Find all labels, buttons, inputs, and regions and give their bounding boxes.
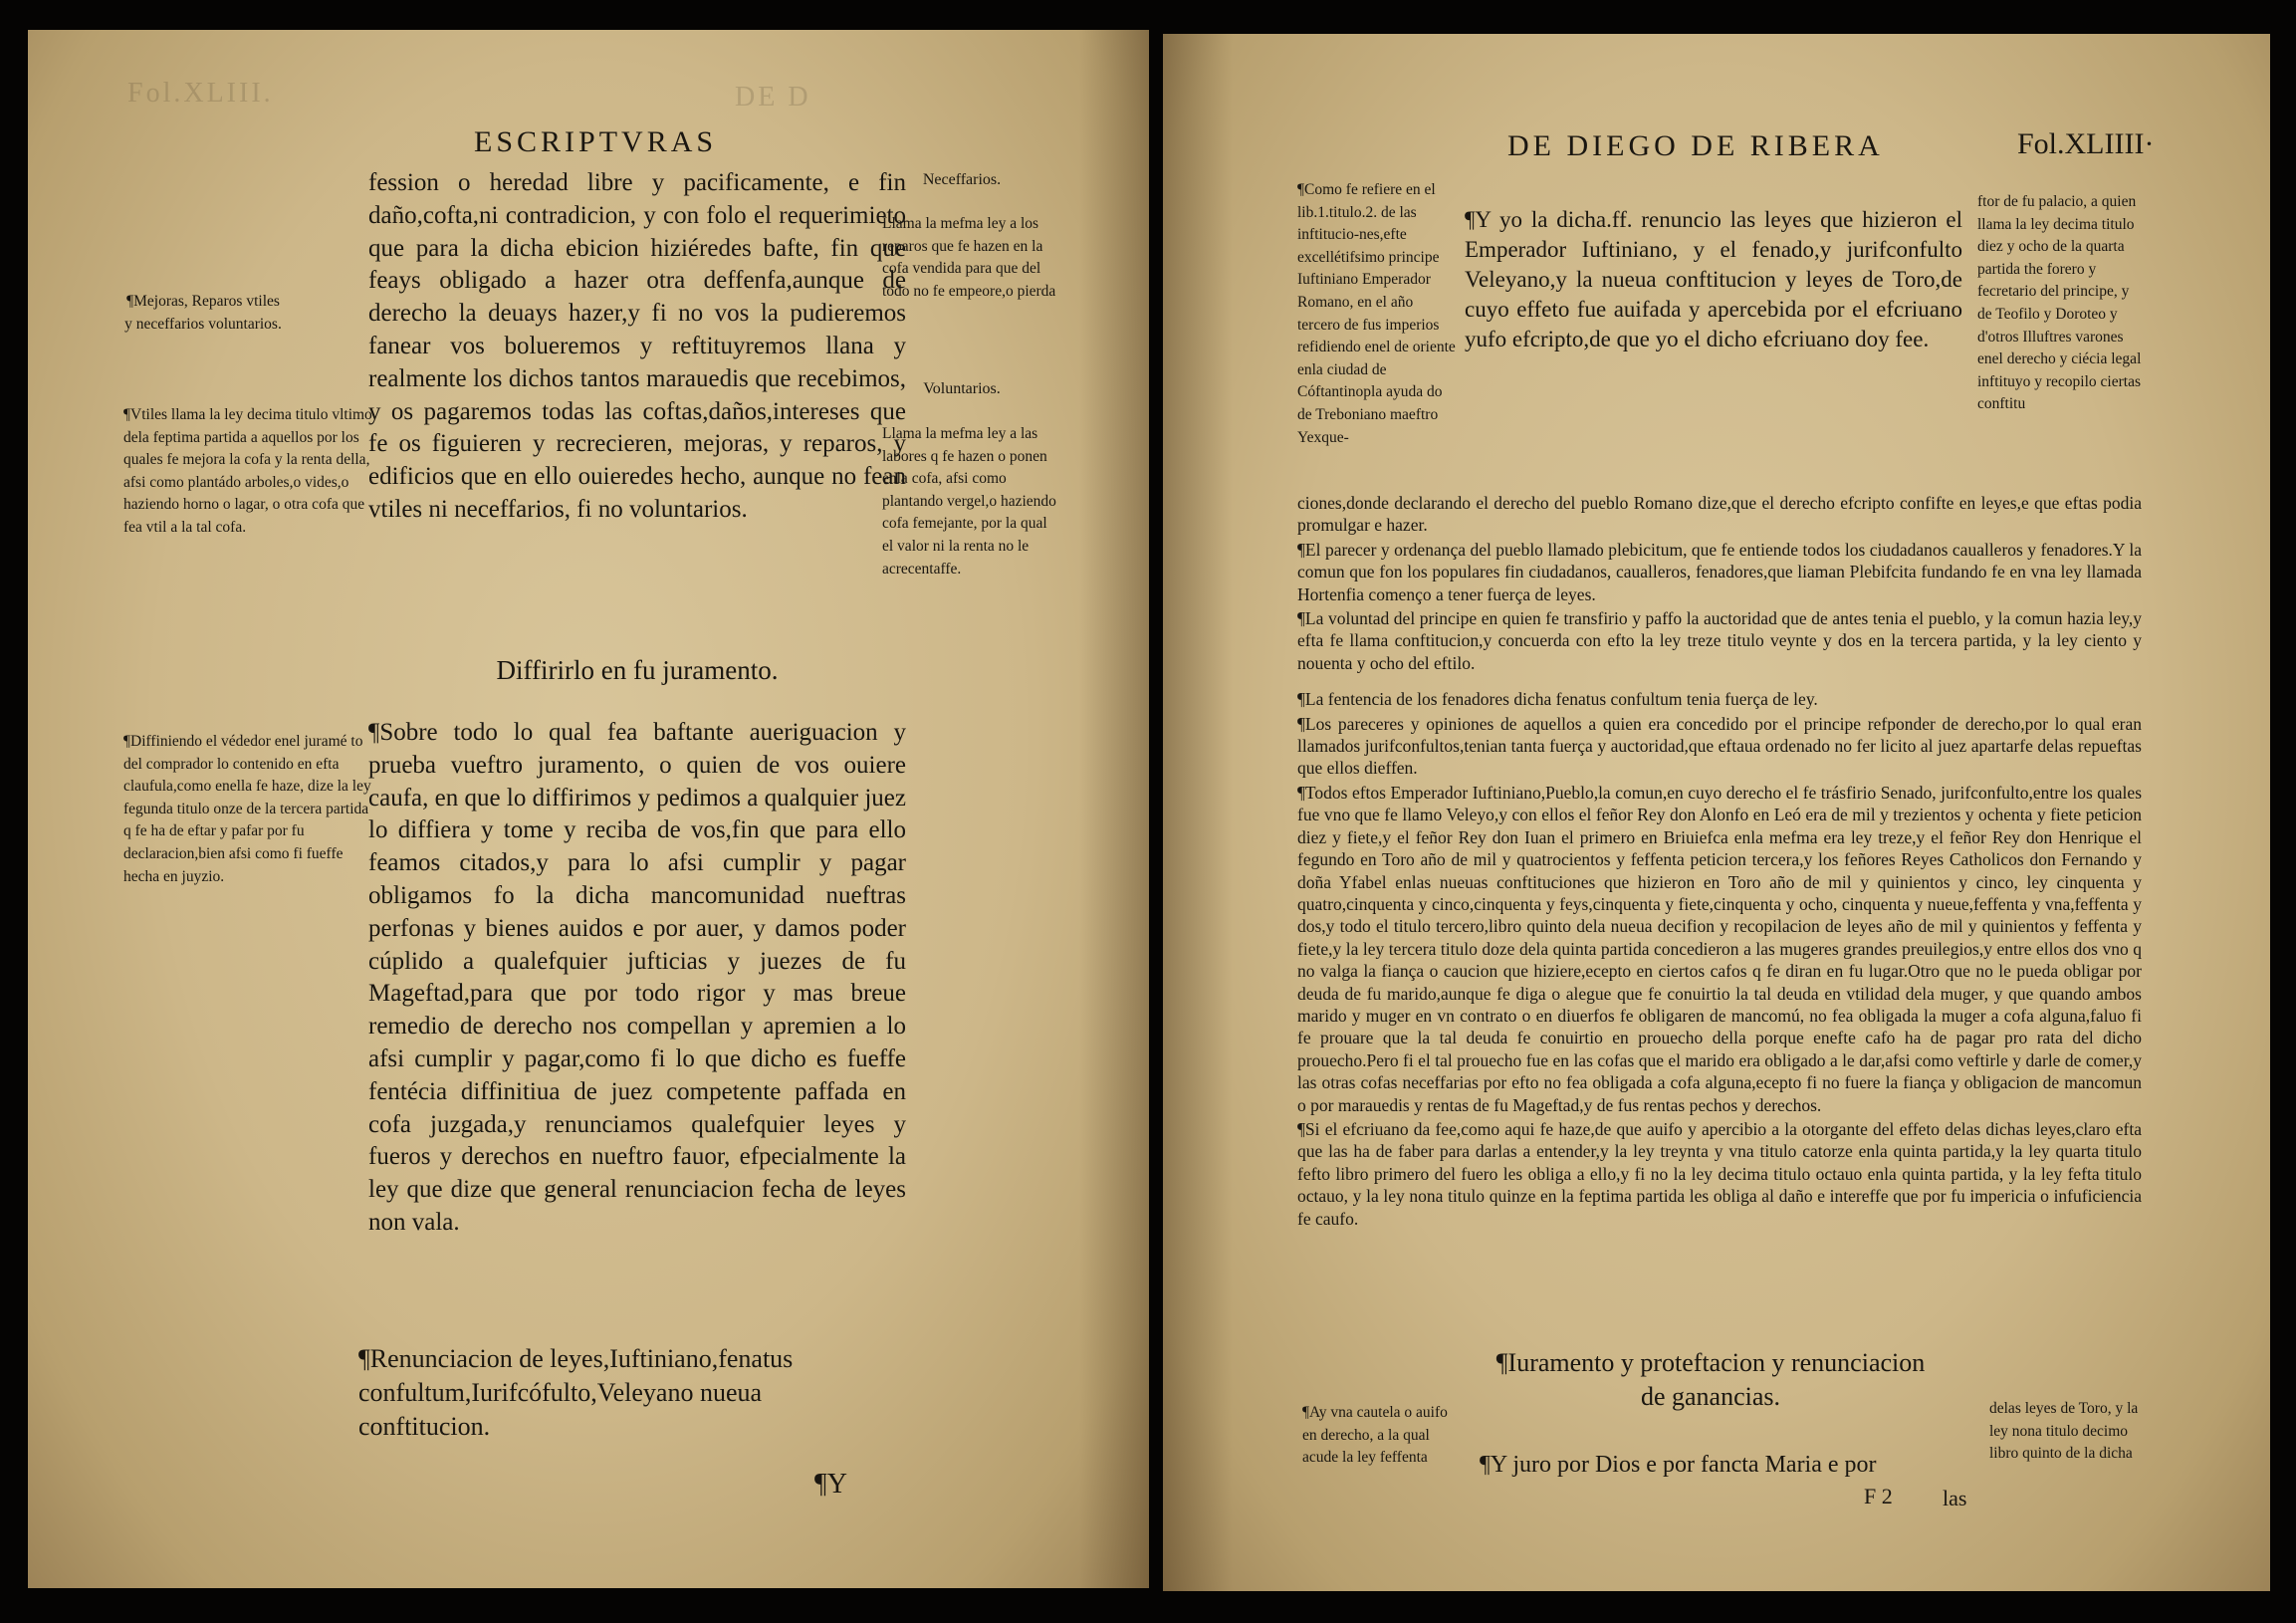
gloss-paragraph: ciones,donde declarando el derecho del pueblo Romano dize,que el derecho efcripto confifte en leyes,e que eftas podia promulgar e hazer. (1297, 493, 2142, 536)
gloss-paragraph: ¶La fentencia de los fenadores dicha fenatus confultum tenia fuerça de ley. (1297, 689, 1818, 710)
main-paragraph-2: ¶Sobre todo lo qual fea baftante aueriguacion y prueba vueftro juramento, o quien de vos ouiere caufa, en que lo diffirimos y pedimos a qualquier juez lo diffiera y tome y reciba de vos,fin que para ello feamos citados,y para lo afsi cumplir y pagar obligamos fo la dicha mancomunidad nueftras perfonas y bienes auidos e por auer, y damos poder cúplido a qualefquier jufticias y juezes de fu Mageftad,para que por todo rigor y mas breue remedio de derecho nos compellan y apremien a lo afsi cumplir y pagar,como fi lo que dicho es fueffe fentécia diffinitiua de juez competente paffada en cofa juzgada,y renunciamos qualefquier leyes y fueros y derechos en nueftro fauor, efpecialmente la ley que dize que general renunciacion fecha de leyes non vala. (368, 719, 906, 1236)
gutter-shadow (1163, 34, 1233, 1591)
catchword: ¶Y (814, 1469, 847, 1500)
margin-note-leyes-toro: delas leyes de Toro, y la ley nona titulo decimo libro quinto de la dicha (1989, 1400, 2139, 1463)
folio-number: Fol.XLIIII· (2017, 127, 2155, 160)
signature-mark: F 2 (1864, 1484, 1893, 1508)
margin-note-diffiniendo: ¶Diffiniendo el védedor enel juramé to del comprador lo contenido en efta claufula,como enella fe haze, dize la ley fegunda titulo onze de la tercera partida q fe ha de eftar y pafar por fu declaracion,bien afsi como fi fueffe hecha en juyzio. (123, 733, 371, 885)
main-paragraph-1: fession o heredad libre y pacificamente, e fin daño,cofta,ni contradicion, y con folo el requerimieto que para la dicha ebicion hiziéredes bafte, fin que feays obligado a hazer otra deffenfa,aunque de derecho la deuays hazer,y fi no vos la pudieremos fanear vos bolueremos y reftituyremos llana y realmente los dichos tantos marauedis que recebimos, y os pagaremos todas las coftas,daños,intereses que fe os figuieren y recrecieren, mejoras, y reparos, y edificios que en ello ouieredes hecho, aunque no fean vtiles ni neceffarios, fi no voluntarios. (368, 169, 906, 523)
gutter-shadow (1079, 30, 1149, 1588)
margin-heading-voluntary: Voluntarios. (923, 380, 1001, 397)
margin-note-utiles: ¶Vtiles llama la ley decima titulo vltimo dela feptima partida a aquellos por los quales fe mejora la cofa y la renta della, afsi como plantádo arboles,o vides,o haziendo horno o lagar, o otra cofa que fea vtil a la tal cofa. (123, 406, 372, 536)
gloss-paragraph: ¶La voluntad del principe en quien fe transfirio y paffo la auctoridad que de antes tenia el pueblo, y la comun hazia ley,y efta fe llama conftitucion,y concuerda con efto la ley treze titulo veynte y dos en la tercera partida, y la ley ciento y nouenta y ocho del eftilo. (1297, 608, 2142, 673)
gloss-paragraph: ¶Todos eftos Emperador Iuftiniano,Pueblo,la comun,en cuyo derecho el fe trásfirio Senado, jurifconfulto,entre los quales fue vno que fe llamo Veleyo,y con ellos el feñor Rey don Alonfo en Leó era de mil y trezientos y ochenta y fiete peticion diez y fiete,y el feñor Rey don Iuan el primero en Briuiefca enla mefma era ley treze,y el feñor Rey don Henrique el fegundo en Toro año de mil y quatrocientos y feffenta peticion tercera,y los feñores Reyes Catholicos don Fernando y doña Yfabel enlas nueuas conftituciones que hizieron en Toro año de mil y quinientos y cinco, ley cinquenta y quatro,cinquenta y cinco,cinquenta y feys,cinquenta y fiete,cinquenta y ocho, cinquenta y nueue,feffenta y vna,feffenta y dos,y todo el titulo tercero,libro quinto dela nueua decifion y recopilacion de leyes año de mil y quinientos y feffenta y fiete,y la ley tercera titulo doze dela quinta partida concedieron a las mugeres grandes preuilegios,y entre ellos dos vno q no valga la fiança o caucion que hiziere,ecepto en ciertos cafos q fe diran en fu lugar.Otro que no le pueda obligar por deuda de fu marido,aunque fe diga o alegue que fe conuirtio la tal deuda en vtilidad dela muger, y que quando ambos marido y muger en vn contrato o en diuerfos fe obligaren de mancomú, no fea obligada la muger a cofa alguna,faluo fi fe prouare que la tal deuda fe conuirtio en prouecho della porque enefte cafo ha de pagar pro rata del dicho prouecho.Pero fi el tal prouecho fue en las cofas que el marido era obligado a le dar,afsi como veftirle y darle de comer,y las otras cofas neceffarias por efto no fea obligada a cofa alguna,ecepto fi no fuere la fiança y obligacion de mancomun o por marauedis y rentas de fu Mageftad,y de fus rentas pechos y derechos. (1297, 782, 2142, 1115)
margin-note-treboniano: ftor de fu palacio, a quien llama la ley decima titulo diez y ocho de la quarta partida the forero y fecretario del principe, y de Teofilo y Doroteo y d'otros Illuftres varones enel derecho y ciécia legal inftituyo y recopilo ciertas conftitu (1977, 193, 2142, 413)
right-page (1163, 34, 2270, 1591)
margin-note-mejoras: ¶Mejoras, Reparos vtiles y neceffarios voluntarios. (124, 293, 282, 333)
section-heading-oath: ¶Iuramento y proteftacion y renunciacion de ganancias. (1495, 1348, 1926, 1411)
gloss-paragraph: ¶Si el efcriuano da fee,como aqui fe haze,de que auifo y apercibio a la otorgante del effeto delas dichas leyes,claro efta que las ha de faber para darlas a entender,y la ley treynta y vna titulo catorze enla quinta partida,y la ley quarta titulo fefto libro primero del fuero les obliga a ello,y fi no la ley decima titulo octauo enla quinta partida, y la ley fefta titulo octauo, y la ley nona titulo quinze en la feptima partida les obliga al daño e intereffe que por fu impericia o infuficiencia fe caufo. (1297, 1118, 2142, 1229)
gloss-paragraph: ¶El parecer y ordenança del pueblo llamado plebicitum, que fe entiende todos los ciudadanos caualleros y fenadores.Y la comun que fon los populares fin ciudadanos, caualleros, fenadores,que liaman Plebifcita fundando fe en vna ley llamada Hortenfia començo a tener fuerça de leyes. (1297, 539, 2142, 604)
margin-note-voluntary: Llama la mefma ley a las labores q fe hazen o ponen enla cofa, afsi como plantando vergel,o haziendo cofa femejante, por la qual el valor ni la renta no le acrecentaffe. (882, 425, 1056, 578)
running-head: DE DIEGO DE RIBERA (1507, 129, 1884, 162)
gloss-commentary (1297, 492, 2142, 1230)
margin-note-cautela: ¶Ay vna cautela o auifo en derecho, a la qual acude la ley feffenta (1302, 1404, 1448, 1467)
gloss-paragraph: ¶Los pareceres y opiniones de aquellos a quien era concedido por el principe refponder de derecho,por lo qual eran llamados jurifconfultos,tenian tanta fuerça y auctoridad,que eftaua ordenado no fer licito al juez apartarfe delas repueftas que ellos dieffen. (1297, 713, 2142, 779)
margin-note-necessary: Llama la mefma ley a los reparos que fe hazen en la cofa vendida para que del todo no fe empeore,o pierda (882, 215, 1056, 300)
section-heading-oath: Diffirirlo en fu juramento. (496, 655, 779, 685)
margin-heading-necessary: Neceffarios. (922, 171, 1002, 188)
main-paragraph-renounce: ¶Y yo la dicha.ff. renuncio las leyes que hizieron el Emperador Iuftiniano, y el fenado,y jurifconfulto Veleyano,y la nueua conftitucion y leyes de Toro,de cuyo effeto fue auifada y apercebida por el efcriuano yufo efcripto,de que yo el dicho efcriuano doy fee. (1465, 207, 1962, 351)
show-through-head: DE D (735, 82, 811, 113)
show-through-folio: Fol.XLIII. (127, 78, 274, 109)
margin-note-justinian: ¶Como fe refiere en el lib.1.titulo.2. de las inftitucio-nes,efte excellétifsimo principe Iuftiniano Emperador Romano, en el año tercero de fus imperios refidiendo enel de oriente enla ciudad de Cóftantinopla ayuda do de Treboniano maeftro Yexque- (1297, 181, 1456, 446)
last-line: ¶Y juro por Dios e por fancta Maria e por (1480, 1452, 1877, 1478)
running-head: ESCRIPTVRAS (474, 125, 718, 158)
catchword: las (1943, 1486, 1967, 1510)
section-heading-renunciation: ¶Renunciacion de leyes,Iuftiniano,fenatus confultum,Iurifcófulto,Veleyano nueua conftitucion. (358, 1344, 794, 1441)
left-page (28, 30, 1149, 1588)
